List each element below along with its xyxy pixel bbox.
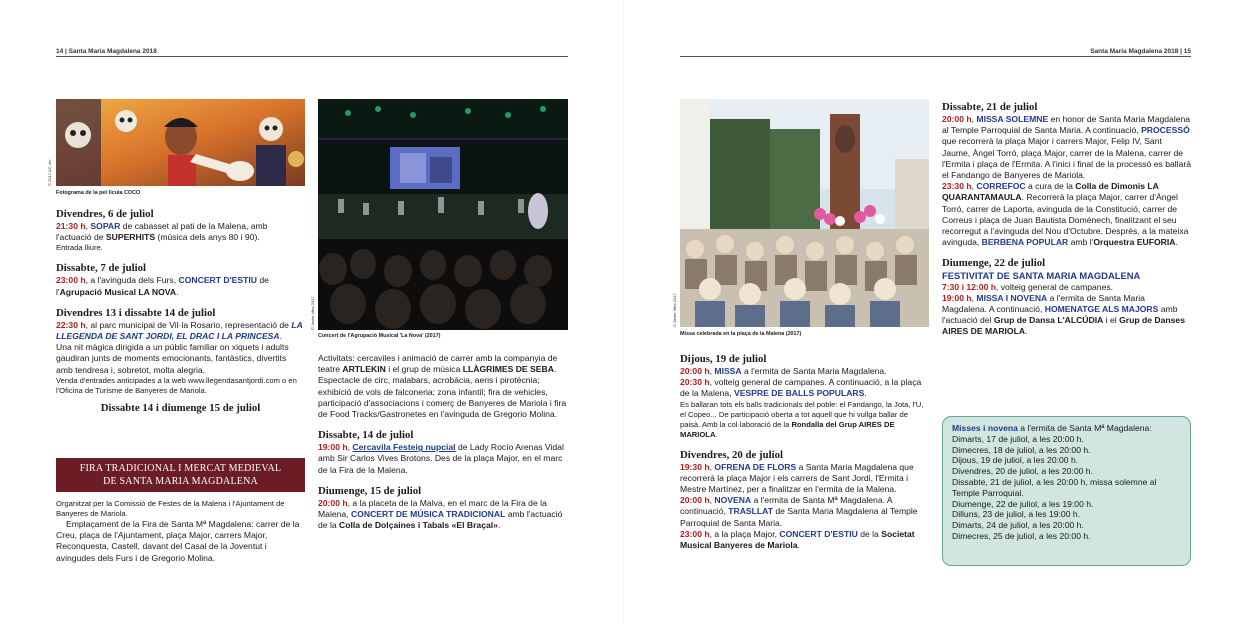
mass-photo bbox=[680, 99, 929, 327]
day-heading: Diumenge, 22 de juliol bbox=[942, 257, 1046, 270]
event-time: 23:30 h bbox=[942, 181, 972, 192]
day-heading: Dijous, 19 de juliol bbox=[680, 353, 767, 365]
event-title: VESPRE DE BALLS POPULARS bbox=[733, 388, 865, 399]
info-box-heading: Misses i novena a l'ermita de Santa Mª Magdalena: bbox=[952, 423, 1152, 433]
event-title: OFRENA DE FLORS bbox=[714, 461, 797, 472]
day-heading: Dissabte 14 i diumenge 15 de juliol bbox=[100, 401, 261, 414]
right-page-header: Santa Maria Magdalena 2018 | 15 bbox=[1090, 48, 1191, 55]
event-title: NOVENA bbox=[714, 495, 752, 506]
event-title: LA LLEGENDA DE SANT JORDI, EL DRAC I LA PRINCESA bbox=[56, 319, 303, 342]
event-time: 20:00 h bbox=[680, 366, 710, 376]
event-text: 20:00 h, MISSA SOLEMNE en honor de Santa Maria Magdalena al Temple Parroquial de Santa Maria. A continuació, PROCESSÓ que recorrerà la plaça Major i carrers Major, Felip IV, Sant Jaume, Àngel Torró, plaça Major, carrer de la Malena, carrer de l'Ermita i plaça de l'Ermita. A l'inici i final de la processó es ballarà el Fandango de Banyeres de Mariola. bbox=[942, 114, 1191, 181]
event-text: 19:00 h, Cercavila Festeig nupcial de Lady Rocío Arenas Vidal amb Sir Carlos Vives Brotons. Des de la plaça Major, en el marc de la Fira de la Malena. bbox=[318, 442, 564, 475]
info-row: Dimarts, 24 de juliol, a les 20:00 h. bbox=[952, 520, 1084, 531]
day-heading: Dissabte, 7 de juliol bbox=[56, 262, 146, 275]
event-note: Venda d'entrades anticipades a la web www.llegendasantjordi.com o en l'Oficina de Turisme de Banyeres de Mariola. bbox=[56, 375, 297, 395]
event-text: 22:30 h, al parc municipal de Vil·la Rosario, representació de LA LLEGENDA DE SANT JORDI, EL DRAC I LA PRINCESA. bbox=[56, 319, 303, 342]
left-header-rule bbox=[56, 56, 568, 57]
coco-photo-caption: Fotograma de la pel·lícula COCO bbox=[56, 190, 141, 196]
column-2 bbox=[318, 353, 568, 531]
event-note: Entrada lliure. bbox=[56, 243, 103, 253]
event-title: SOPAR bbox=[90, 221, 121, 231]
event-title: MISSA SOLEMNE bbox=[976, 114, 1049, 124]
day-heading: Diumenge, 15 de juliol bbox=[318, 484, 422, 497]
right-header-rule bbox=[680, 56, 1191, 57]
page-fold bbox=[623, 0, 624, 624]
info-row: Dimarts, 17 de juliol, a les 20:00 h. bbox=[952, 433, 1084, 444]
event-text: 19:30 h, OFRENA DE FLORS a Santa Maria Magdalena que recorrerà la plaça Major i els carrers de Sant Jordi, l'Ermita i Mestre Martínez, per a finalitzar en l'ermita de la Malena. bbox=[680, 461, 914, 495]
day-heading: Dissabte, 14 de juliol bbox=[318, 429, 414, 442]
event-time: 21:30 h bbox=[56, 221, 86, 231]
event-description: Una nit màgica dirigida a un públic familiar on xiquets i adults gaudiran junts de moments emocionants, fantàstics, divertits amb tendresa i, sobretot, molta alegria. bbox=[56, 342, 289, 375]
day-heading: Dissabte, 21 de juliol bbox=[942, 101, 1038, 113]
fair-location: Emplaçament de la Fira de Santa Mª Magdalena: carrer de la Creu, plaça de l'Ajuntament, plaça Major, carrers Major, Reconquesta, Castell, davant del Casal de la Joventut i avingudes dels Furs i de Gregorio Molina. bbox=[56, 519, 300, 563]
event-description: Es ballaran tots els balls tradicionals del poble: el Fandango, la Jota, l'U, el Copeo... De participació oberta a tot aquell que hi vullga ballar de paisà. Amb la col·laboració de la Rondalla del Grup AIRES DE MARIOLA. bbox=[680, 399, 924, 439]
event-text: 7:30 i 12:00 h, volteig general de campanes. bbox=[942, 281, 1114, 292]
info-row: Dimecres, 25 de juliol, a les 20:00 h. bbox=[952, 530, 1091, 541]
event-time: 20:00 h bbox=[680, 495, 710, 506]
fair-organizer: Organitzat per la Comissió de Festes de la Malena i l'Ajuntament de Banyeres de Mariola. bbox=[56, 499, 285, 518]
event-text: 23:00 h, a la plaça Major, CONCERT D'ESTIU de la Societat Musical Banyeres de Mariola. bbox=[680, 528, 915, 551]
event-time: 23:00 h bbox=[56, 275, 86, 286]
mass-photo-credit: © Javier Mira 2017 bbox=[672, 293, 677, 327]
info-row: Divendres, 20 de juliol, a les 20:00 h. bbox=[952, 466, 1093, 477]
event-title: MISSA I NOVENA bbox=[976, 292, 1048, 303]
event-text: 20:30 h, volteig general de campanes. A continuació, a la plaça de la Malena, VESPRE DE BALLS POPULARS. bbox=[680, 377, 922, 399]
event-time: 20:00 h bbox=[942, 114, 972, 124]
event-title: CORREFOC bbox=[976, 181, 1026, 192]
fair-banner-line2: DE SANTA MARIA MAGDALENA bbox=[103, 476, 258, 487]
event-text: 23:00 h, a l'avinguda dels Furs, CONCERT D'ESTIU de l'Agrupació Musical LA NOVA. bbox=[56, 275, 269, 297]
event-time: 19:30 h bbox=[680, 461, 710, 472]
day-heading: Divendres, 20 de juliol bbox=[680, 448, 783, 461]
masses-info-box bbox=[942, 416, 1191, 566]
event-time: 19:00 h bbox=[942, 292, 972, 303]
column-4 bbox=[942, 101, 1191, 338]
concert-photo-caption: Concert de l'Agrupació Musical 'La Nova' (2017) bbox=[318, 333, 441, 339]
coco-photo-credit: © 2017 AZ, etc bbox=[47, 159, 52, 186]
event-time: 19:00 h bbox=[318, 442, 348, 453]
column-3 bbox=[680, 353, 929, 551]
event-title: CONCERT DE MÚSICA TRADICIONAL bbox=[350, 509, 506, 520]
event-title: Cercavila Festeig nupcial bbox=[352, 442, 456, 453]
left-page-header: 14 | Santa Maria Magdalena 2018 bbox=[56, 48, 157, 55]
fair-banner-line1: FIRA TRADICIONAL I MERCAT MEDIEVAL bbox=[79, 463, 282, 474]
mass-photo-caption: Missa celebrada en la plaça de la Malena (2017) bbox=[680, 331, 802, 337]
info-row: Dimecres, 18 de juliol, a les 20:00 h. bbox=[952, 444, 1091, 455]
event-text: 20:00 h, a la placeta de la Malva, en el marc de la Fira de la Malena, CONCERT DE MÚSICA TRADICIONAL amb l'actuació de la Colla de Dolçaines i Tabals «El Braçal». bbox=[318, 497, 563, 531]
festivity-title: FESTIVITAT DE SANTA MARIA MAGDALENA bbox=[942, 270, 1141, 282]
event-title: CONCERT D'ESTIU bbox=[779, 528, 858, 539]
event-text: 20:00 h, MISSA a l'ermita de Santa Maria Magdalena. bbox=[680, 366, 887, 376]
info-row: Dissabte, 21 de juliol, a les 20:00 h, missa solemne al Temple Parroquial. bbox=[952, 476, 1157, 498]
day-heading: Divendres, 6 de juliol bbox=[56, 208, 154, 220]
column-1-lower bbox=[56, 499, 305, 564]
event-time: 20:00 h bbox=[318, 497, 348, 508]
concert-photo bbox=[318, 99, 568, 330]
concert-photo-credit: © Javier Mira 2017 bbox=[310, 296, 315, 330]
event-text: 19:00 h, MISSA I NOVENA a l'ermita de Santa Maria Magdalena. A continuació, HOMENATGE ALS MAJORS amb l'actuació del Grup de Dansa L'ALCÚDIA i el Grup de Danses AIRES DE MARIOLA. bbox=[942, 292, 1185, 337]
event-title: MISSA bbox=[714, 366, 742, 376]
event-time: 23:00 h bbox=[680, 528, 710, 539]
event-time: 22:30 h bbox=[56, 319, 86, 330]
fair-activities: Activitats: cercaviles i animació de carrer amb la companyia de teatre ARTLEKIN i el grup de música LLÀGRIMES DE SEBA. Espectacle de circ, malabars, acrobàcia, aeris i pirotècnia; exhibició de vols de falconeria; zona infantil; fira de vehicles, participació d'associacions i comerç de Banyeres de Mariola i fira de Food Tracks/Gastronetes en l'avinguda de Gregorio Molina. bbox=[318, 353, 567, 420]
event-text: 20:00 h, NOVENA a l'ermita de Santa Mª Magdalena. A continuació, TRASLLAT de Santa Maria Magdalena al Temple Parroquial de Santa Maria. bbox=[680, 495, 918, 528]
info-row: Diumenge, 22 de juliol, a les 19:00 h. bbox=[952, 498, 1094, 509]
event-time: 7:30 i 12:00 h bbox=[942, 281, 996, 292]
event-time: 20:30 h bbox=[680, 377, 710, 388]
event-title: CONCERT D'ESTIU bbox=[178, 275, 257, 286]
info-row: Dijous, 19 de juliol, a les 20:00 h. bbox=[952, 455, 1079, 466]
day-heading: Divendres 13 i dissabte 14 de juliol bbox=[56, 306, 216, 319]
fair-banner bbox=[56, 458, 305, 492]
info-row: Dilluns, 23 de juliol, a les 19:00 h. bbox=[952, 509, 1081, 520]
event-text: 23:30 h, CORREFOC a cura de la Colla de Dimonis LA QUARANTAMAULA. Recorrerà la plaça Major, carrer d'Àngel Torró, carrer de Laporta, avinguda de la Constitució, carrer de Correus i plaça de Juan Bautista Doménech, finalitzant el seu recorregut a l'avinguda del Nou d'Octubre. Després, a la mateixa avinguda, BERBENA POPULAR amb l'Orquestra EUFORIA. bbox=[942, 181, 1189, 248]
coco-film-still bbox=[56, 99, 305, 186]
column-1 bbox=[56, 208, 305, 415]
event-text: 21:30 h, SOPAR de cabasset al pati de la Malena, amb l'actuació de SUPERHITS (música dels anys 80 i 90). bbox=[56, 221, 268, 243]
